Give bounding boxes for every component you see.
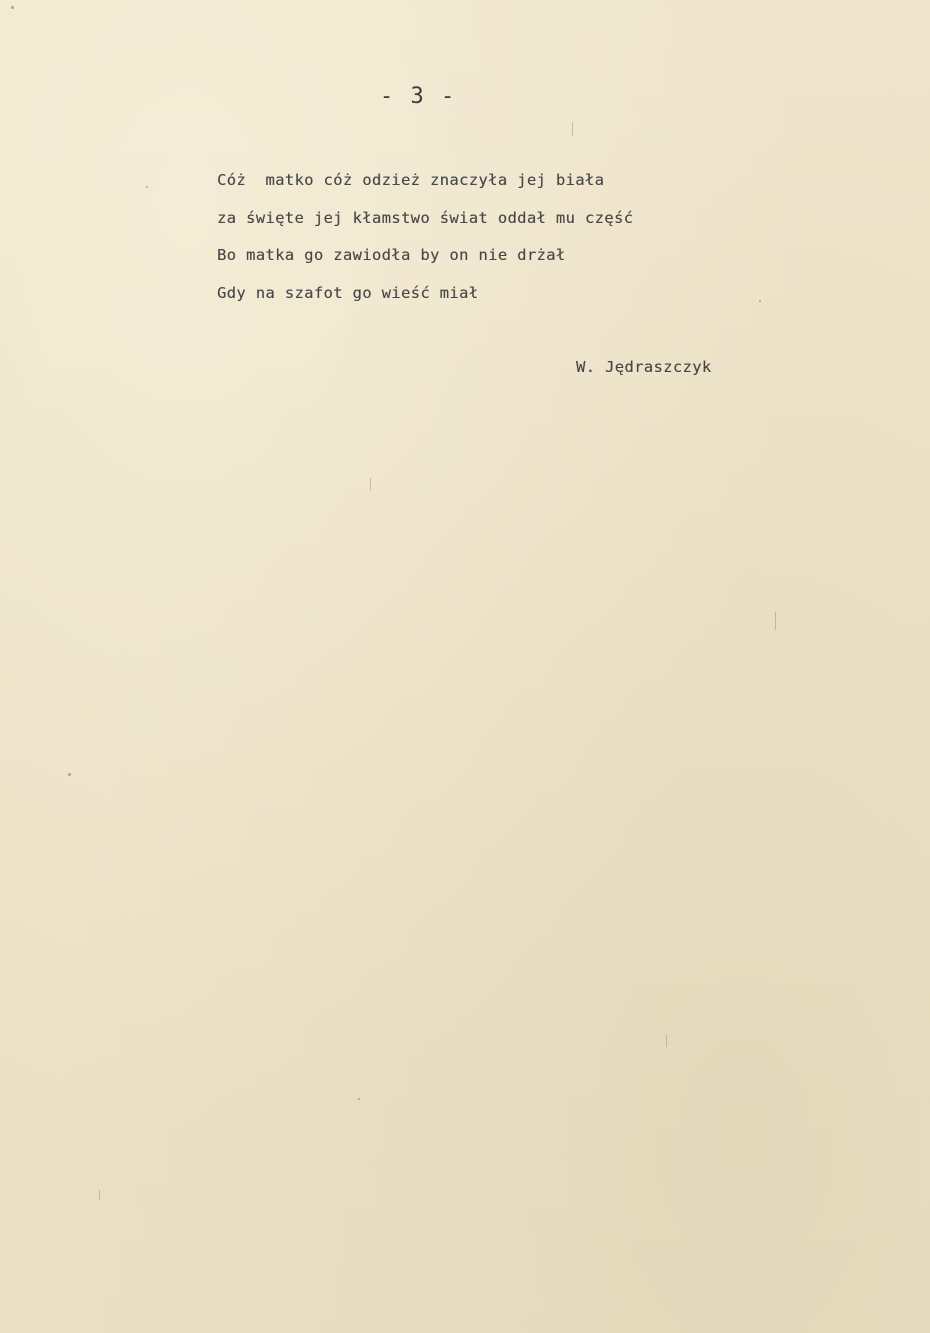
paper-speck: [759, 300, 761, 302]
paper-scratch: [572, 122, 573, 136]
author-signature: W. Jędraszczyk: [576, 358, 712, 376]
paper-scratch: [775, 612, 776, 630]
paper-scratch: [370, 478, 371, 491]
paper-scratch: [99, 1190, 100, 1200]
poem: [217, 162, 633, 312]
poem-line: Cóż matko cóż odzież znaczyła jej biała: [217, 171, 605, 189]
paper-speck: [146, 186, 148, 188]
paper-speck: [68, 773, 71, 776]
paper-speck: [358, 1098, 360, 1100]
page-number: - 3 -: [380, 84, 457, 109]
poem-line: za święte jej kłamstwo świat oddał mu część: [217, 208, 634, 227]
paper-speck: [11, 6, 14, 9]
poem-line: Gdy na szafot go wieść miał: [217, 283, 479, 302]
paper-scratch: [666, 1035, 667, 1047]
poem-line: Bo matka go zawiodła by on nie drżał: [217, 246, 566, 264]
